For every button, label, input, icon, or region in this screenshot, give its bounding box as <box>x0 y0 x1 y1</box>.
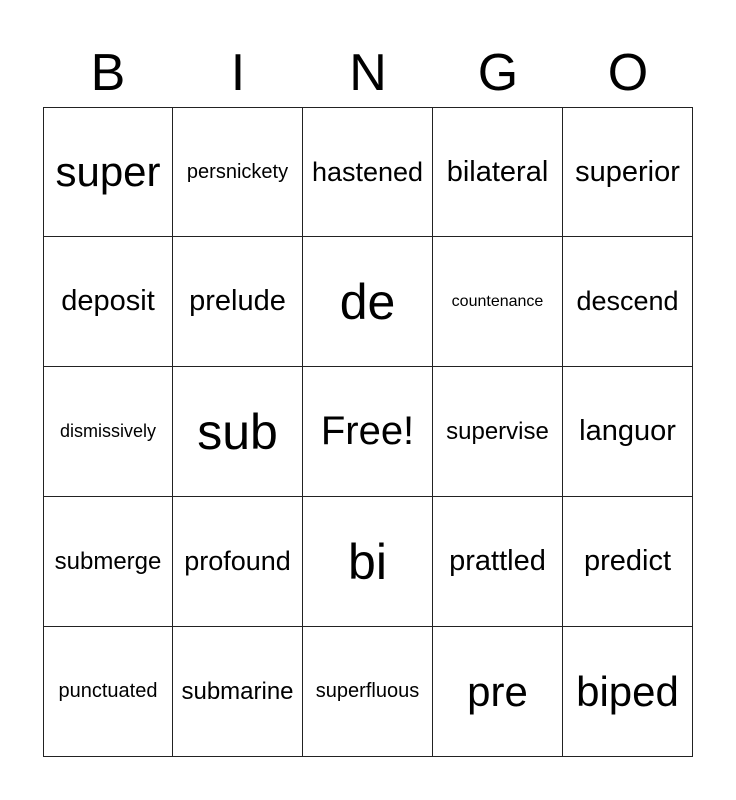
bingo-cell: submarine <box>173 627 303 757</box>
bingo-cell: dismissively <box>43 367 173 497</box>
bingo-cell: punctuated <box>43 627 173 757</box>
bingo-cell: prattled <box>433 497 563 627</box>
bingo-header <box>43 40 693 106</box>
bingo-cell: super <box>43 107 173 237</box>
bingo-cell: bi <box>303 497 433 627</box>
bingo-cell: deposit <box>43 237 173 367</box>
bingo-cell: Free! <box>303 367 433 497</box>
bingo-cell: descend <box>563 237 693 367</box>
bingo-cell: hastened <box>303 107 433 237</box>
header-letter-o: O <box>607 44 649 102</box>
bingo-cell: bilateral <box>433 107 563 237</box>
bingo-cell: persnickety <box>173 107 303 237</box>
header-letter-b: B <box>90 44 126 102</box>
bingo-cell: superfluous <box>303 627 433 757</box>
header-letter-g: G <box>477 44 519 102</box>
bingo-cell: predict <box>563 497 693 627</box>
bingo-cell: de <box>303 237 433 367</box>
bingo-cell: profound <box>173 497 303 627</box>
bingo-cell: pre <box>433 627 563 757</box>
bingo-cell: supervise <box>433 367 563 497</box>
bingo-cell: submerge <box>43 497 173 627</box>
bingo-cell: countenance <box>433 237 563 367</box>
bingo-cell: sub <box>173 367 303 497</box>
bingo-cell: languor <box>563 367 693 497</box>
header-letter-i: I <box>230 44 246 102</box>
bingo-board <box>43 107 693 757</box>
bingo-cell: biped <box>563 627 693 757</box>
bingo-cell: prelude <box>173 237 303 367</box>
bingo-cell: superior <box>563 107 693 237</box>
header-letter-n: N <box>349 44 387 102</box>
